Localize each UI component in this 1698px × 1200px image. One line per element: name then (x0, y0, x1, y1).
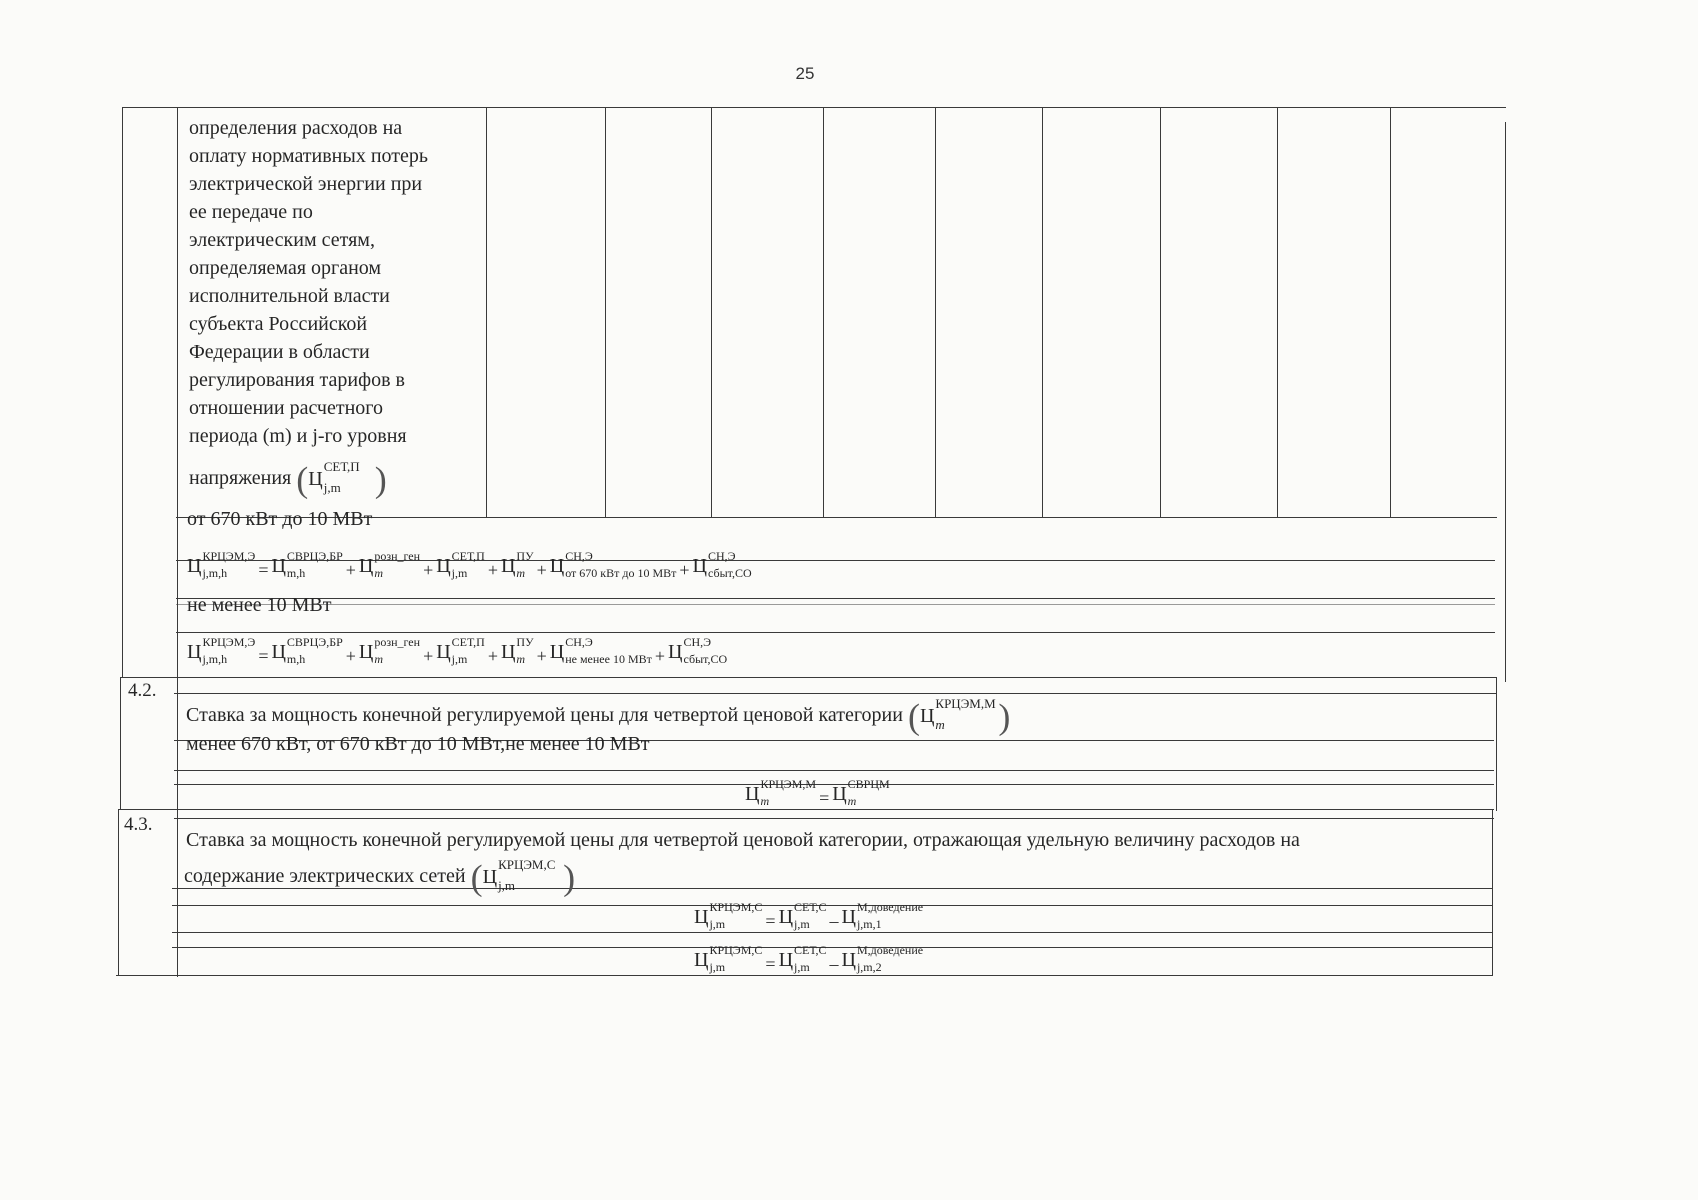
row-divider (174, 818, 1494, 819)
left-paren: ( (907, 696, 920, 737)
description-line: электрическим сетям, (189, 229, 375, 251)
table-top-border (122, 107, 1506, 108)
formula-term: Ц КРЦЭМ,М m (745, 777, 817, 808)
formula-term: Ц СН,Э от 670 кВт до 10 МВт (549, 549, 677, 580)
section-label-10: не менее 10 МВт (187, 594, 332, 616)
column-divider (711, 108, 712, 518)
formula-term: Ц розн_ген m (358, 635, 421, 666)
item-4-2-subtitle: менее 670 кВт, от 670 кВт до 10 МВт,не менее 10 МВт (186, 733, 650, 755)
table-left-border (118, 809, 119, 976)
description-line: периода (m) и j-го уровня (189, 425, 407, 447)
row-divider (176, 598, 1495, 599)
formula-capacity-4-2: Ц КРЦЭМ,М m = Ц СВРЦМ m (745, 777, 890, 808)
right-paren: ) (374, 459, 387, 500)
price-symbol: Ц СЕТ,П j,m (308, 459, 360, 496)
column-divider (935, 108, 936, 518)
formula-term: Ц СН,Э не менее 10 МВт (549, 635, 652, 666)
formula-term: Ц СВРЦМ m (832, 777, 890, 808)
right-paren: ) (563, 857, 576, 898)
item-4-3-title-line1: Ставка за мощность конечной регулируемой цены для четвертой ценовой категории, отражающая удельную величину расходов на (186, 829, 1300, 851)
formula-term: Ц КРЦЭМ,С j,m (694, 943, 763, 974)
description-line-with-symbol (189, 459, 479, 500)
page-number: 25 (795, 64, 815, 83)
column-divider (1277, 108, 1278, 518)
item-number-4-2: 4.2. (128, 680, 157, 701)
formula-term: Ц СЕТ,С j,m (778, 900, 827, 931)
formula-term: Ц СВРЦЭ,БР m,h (271, 549, 343, 580)
formula-capacity-4-3-2: Ц КРЦЭМ,С j,m = Ц СЕТ,С j,m – Ц М,доведение j,m,2 (694, 943, 924, 974)
row-divider (176, 604, 1495, 605)
section-label-670-10: от 670 кВт до 10 МВт (187, 508, 373, 530)
description-line: ее передаче по (189, 201, 313, 223)
item-4-3-title-line2 (184, 857, 576, 898)
column-divider (486, 108, 487, 518)
item-4-2-title: Ставка за мощность конечной регулируемой цены для четвертой ценовой категории (186, 704, 903, 726)
formula-term: Ц розн_ген m (358, 549, 421, 580)
description-line: электрической энергии при (189, 173, 423, 195)
table-bottom-border (116, 975, 1492, 976)
row-divider (174, 693, 1496, 694)
formula-energy-10: Ц КРЦЭМ,Э j,m,h = Ц СВРЦЭ,БР m,h + Ц розн_ген m + Ц СЕТ,П j,m + Ц ПУ m + Ц СН,Э не менее 10 МВт + Ц СН,Э сбыт,СО (187, 635, 728, 666)
column-divider (1390, 108, 1391, 518)
table-left-border (122, 107, 123, 678)
left-paren: ( (470, 857, 483, 898)
formula-term: Ц М,доведение j,m,1 (841, 900, 924, 931)
row-divider (172, 932, 1492, 933)
formula-term: Ц СЕТ,С j,m (778, 943, 827, 974)
formula-term: Ц КРЦЭМ,Э j,m,h (187, 549, 256, 580)
table-right-border (1492, 809, 1493, 976)
column-divider (823, 108, 824, 518)
column-divider (1042, 108, 1043, 518)
description-line: регулирования тарифов в (189, 369, 405, 391)
column-divider (1160, 108, 1161, 518)
table-right-border (1505, 122, 1506, 682)
table-right-border (1496, 677, 1497, 811)
description-line: оплату нормативных потерь (189, 145, 429, 167)
description-line: напряжения (189, 467, 292, 489)
price-symbol: Ц КРЦЭМ,С j,m (482, 857, 556, 894)
number-column-border (177, 107, 178, 977)
description-line: определения расходов на (189, 117, 403, 139)
right-paren: ) (998, 696, 1011, 737)
formula-term: Ц СН,Э сбыт,СО (668, 635, 728, 666)
item-4-2-title-line (186, 696, 1011, 737)
description-cell (189, 114, 479, 500)
formula-term: Ц КРЦЭМ,С j,m (694, 900, 763, 931)
row-divider (176, 517, 1497, 518)
formula-term: Ц КРЦЭМ,Э j,m,h (187, 635, 256, 666)
item-number-4-3: 4.3. (124, 814, 153, 835)
description-line: исполнительной власти (189, 285, 390, 307)
formula-term: Ц СВРЦЭ,БР m,h (271, 635, 343, 666)
row-divider (120, 677, 1496, 678)
formula-energy-670-10: Ц КРЦЭМ,Э j,m,h = Ц СВРЦЭ,БР m,h + Ц розн_ген m + Ц СЕТ,П j,m + Ц ПУ m + Ц СН,Э от 670 кВт до 10 МВт + Ц СН,Э сбыт,СО (187, 549, 752, 580)
formula-term: Ц ПУ m (500, 549, 534, 580)
formula-term: Ц СЕТ,П j,m (436, 635, 485, 666)
formula-term: Ц М,доведение j,m,2 (841, 943, 924, 974)
column-divider (605, 108, 606, 518)
description-line: Федерации в области (189, 341, 370, 363)
description-line: отношении расчетного (189, 397, 384, 419)
row-divider (118, 809, 1494, 810)
table-left-border (120, 677, 121, 810)
description-line: субъекта Российской (189, 313, 368, 335)
formula-capacity-4-3-1: Ц КРЦЭМ,С j,m = Ц СЕТ,С j,m – Ц М,доведение j,m,1 (694, 900, 924, 931)
description-line: определяемая органом (189, 257, 382, 279)
left-paren: ( (296, 459, 309, 500)
formula-term: Ц СН,Э сбыт,СО (692, 549, 752, 580)
formula-term: Ц ПУ m (500, 635, 534, 666)
row-divider (176, 632, 1495, 633)
price-symbol: Ц КРЦЭМ,М m (919, 696, 996, 733)
item-4-3-title: содержание электрических сетей (184, 865, 466, 887)
formula-term: Ц СЕТ,П j,m (436, 549, 485, 580)
row-divider (174, 770, 1494, 771)
